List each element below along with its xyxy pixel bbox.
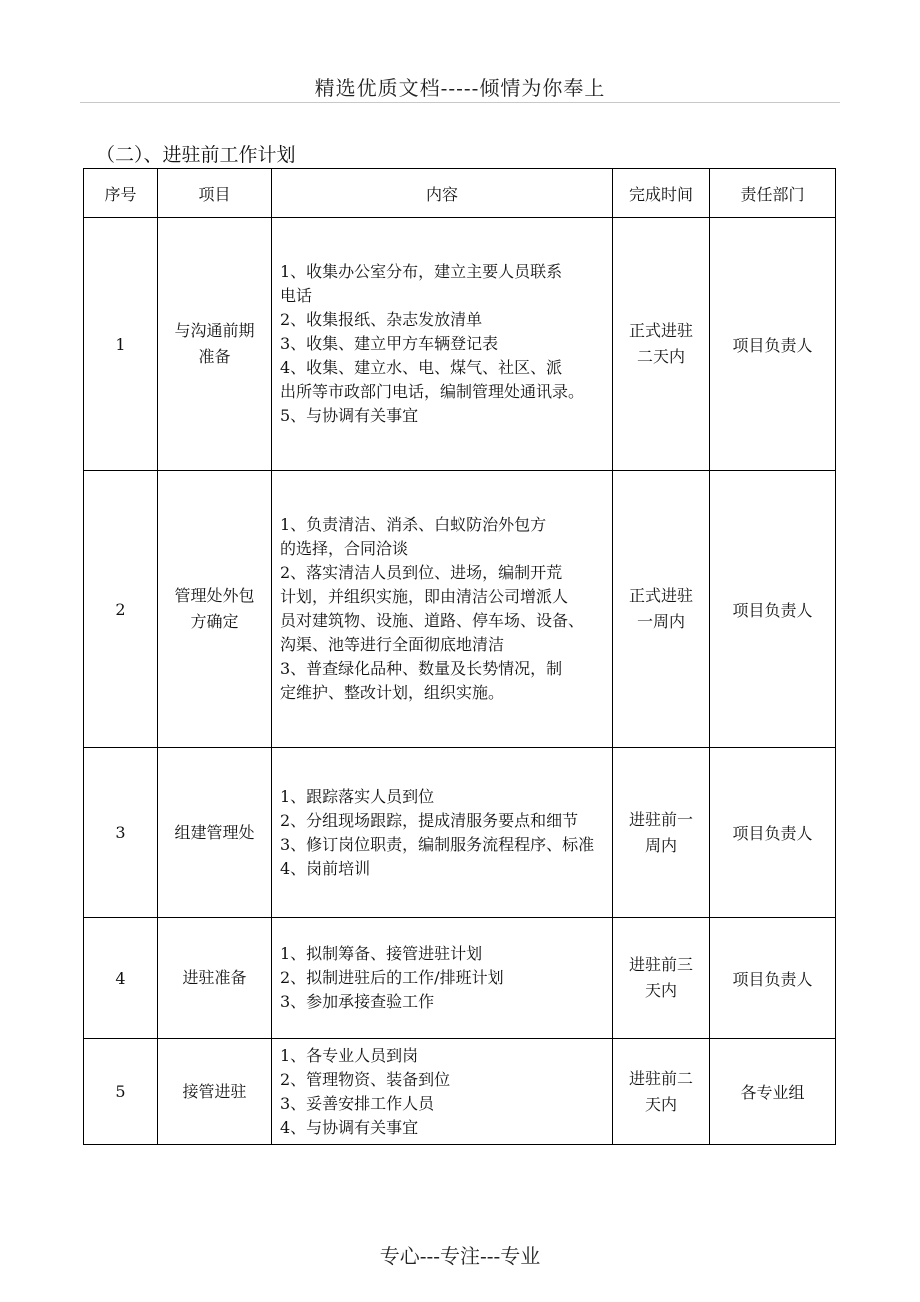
row-content xyxy=(272,1044,612,1140)
row-time: 正式进驻一周内 xyxy=(628,586,693,631)
content-line: 3、妥善安排工作人员 xyxy=(280,1093,435,1113)
row-item: 进驻准备 xyxy=(182,968,247,987)
page-footer: 专心---专注---专业 xyxy=(379,1244,541,1268)
content-line: 2、落实清洁人员到位、进场，编制开荒 xyxy=(280,563,563,582)
content-line: 4、收集、建立水、电、煤气、社区、派 xyxy=(280,358,563,377)
column-header-time: 完成时间 xyxy=(613,169,710,218)
row-dept: 项目负责人 xyxy=(710,218,836,471)
row-dept: 项目负责人 xyxy=(710,918,836,1039)
work-plan-table xyxy=(83,168,836,1145)
column-header-content: 内容 xyxy=(272,169,613,218)
row-content xyxy=(272,785,612,881)
table-row xyxy=(84,1039,836,1145)
content-line: 2、管理物资、装备到位 xyxy=(280,1069,451,1089)
content-line: 1、拟制筹备、接管进驻计划 xyxy=(280,944,483,963)
content-line: 计划，并组织实施，即由清洁公司增派人 xyxy=(280,587,569,606)
row-number: 2 xyxy=(84,471,158,748)
table-header-row xyxy=(84,169,836,218)
content-line: 2、分组现场跟踪，提成清服务要点和细节 xyxy=(280,810,579,830)
content-line: 1、负责清洁、消杀、白蚁防治外包方 xyxy=(280,515,547,534)
row-dept: 项目负责人 xyxy=(710,748,836,918)
column-header-item: 项目 xyxy=(158,169,272,218)
row-time: 进驻前一周内 xyxy=(628,809,693,855)
content-line: 5、与协调有关事宜 xyxy=(280,406,419,425)
row-content xyxy=(272,513,612,705)
content-line: 的选择，合同洽谈 xyxy=(280,539,409,558)
row-time: 正式进驻二天内 xyxy=(628,321,693,366)
table-row xyxy=(84,218,836,471)
content-line: 3、收集、建立甲方车辆登记表 xyxy=(280,334,499,353)
content-line: 定维护、整改计划，组织实施。 xyxy=(280,683,505,702)
row-number: 5 xyxy=(84,1039,158,1145)
table-row xyxy=(84,918,836,1039)
page-header: 精选优质文档-----倾情为你奉上 xyxy=(314,76,606,100)
row-item: 接管进驻 xyxy=(182,1081,247,1101)
content-line: 3、参加承接查验工作 xyxy=(280,992,435,1011)
table-row xyxy=(84,748,836,918)
row-dept: 项目负责人 xyxy=(710,471,836,748)
row-item: 与沟通前期准备 xyxy=(174,321,255,366)
row-item: 管理处外包方确定 xyxy=(174,586,255,631)
content-line: 4、岗前培训 xyxy=(280,858,371,878)
row-item: 组建管理处 xyxy=(174,822,255,842)
row-time: 进驻前二天内 xyxy=(628,1068,693,1114)
content-line: 3、修订岗位职责，编制服务流程程序、标准 xyxy=(280,834,595,854)
column-header-no: 序号 xyxy=(84,169,158,218)
content-line: 3、普查绿化品种、数量及长势情况，制 xyxy=(280,659,563,678)
row-time: 进驻前三天内 xyxy=(628,955,693,1000)
content-line: 4、与协调有关事宜 xyxy=(280,1117,419,1137)
row-content xyxy=(272,942,612,1014)
content-line: 电话 xyxy=(280,286,313,305)
row-number: 4 xyxy=(84,918,158,1039)
table-row xyxy=(84,471,836,748)
row-number: 1 xyxy=(84,218,158,471)
content-line: 沟渠、池等进行全面彻底地清洁 xyxy=(280,635,505,654)
content-line: 1、跟踪落实人员到位 xyxy=(280,786,435,806)
row-number: 3 xyxy=(84,748,158,918)
row-dept: 各专业组 xyxy=(710,1039,836,1145)
content-line: 员对建筑物、设施、道路、停车场、设备、 xyxy=(280,611,585,630)
content-line: 2、收集报纸、杂志发放清单 xyxy=(280,310,483,329)
content-line: 出所等市政部门电话，编制管理处通讯录。 xyxy=(280,382,585,401)
content-line: 2、拟制进驻后的工作/排班计划 xyxy=(280,968,504,987)
content-line: 1、各专业人员到岗 xyxy=(280,1045,419,1065)
column-header-dept: 责任部门 xyxy=(710,169,836,218)
row-content xyxy=(272,260,612,428)
section-title: （二）、进驻前工作计划 xyxy=(96,144,296,166)
header-divider xyxy=(80,102,840,103)
content-line: 1、收集办公室分布，建立主要人员联系 xyxy=(280,262,563,281)
